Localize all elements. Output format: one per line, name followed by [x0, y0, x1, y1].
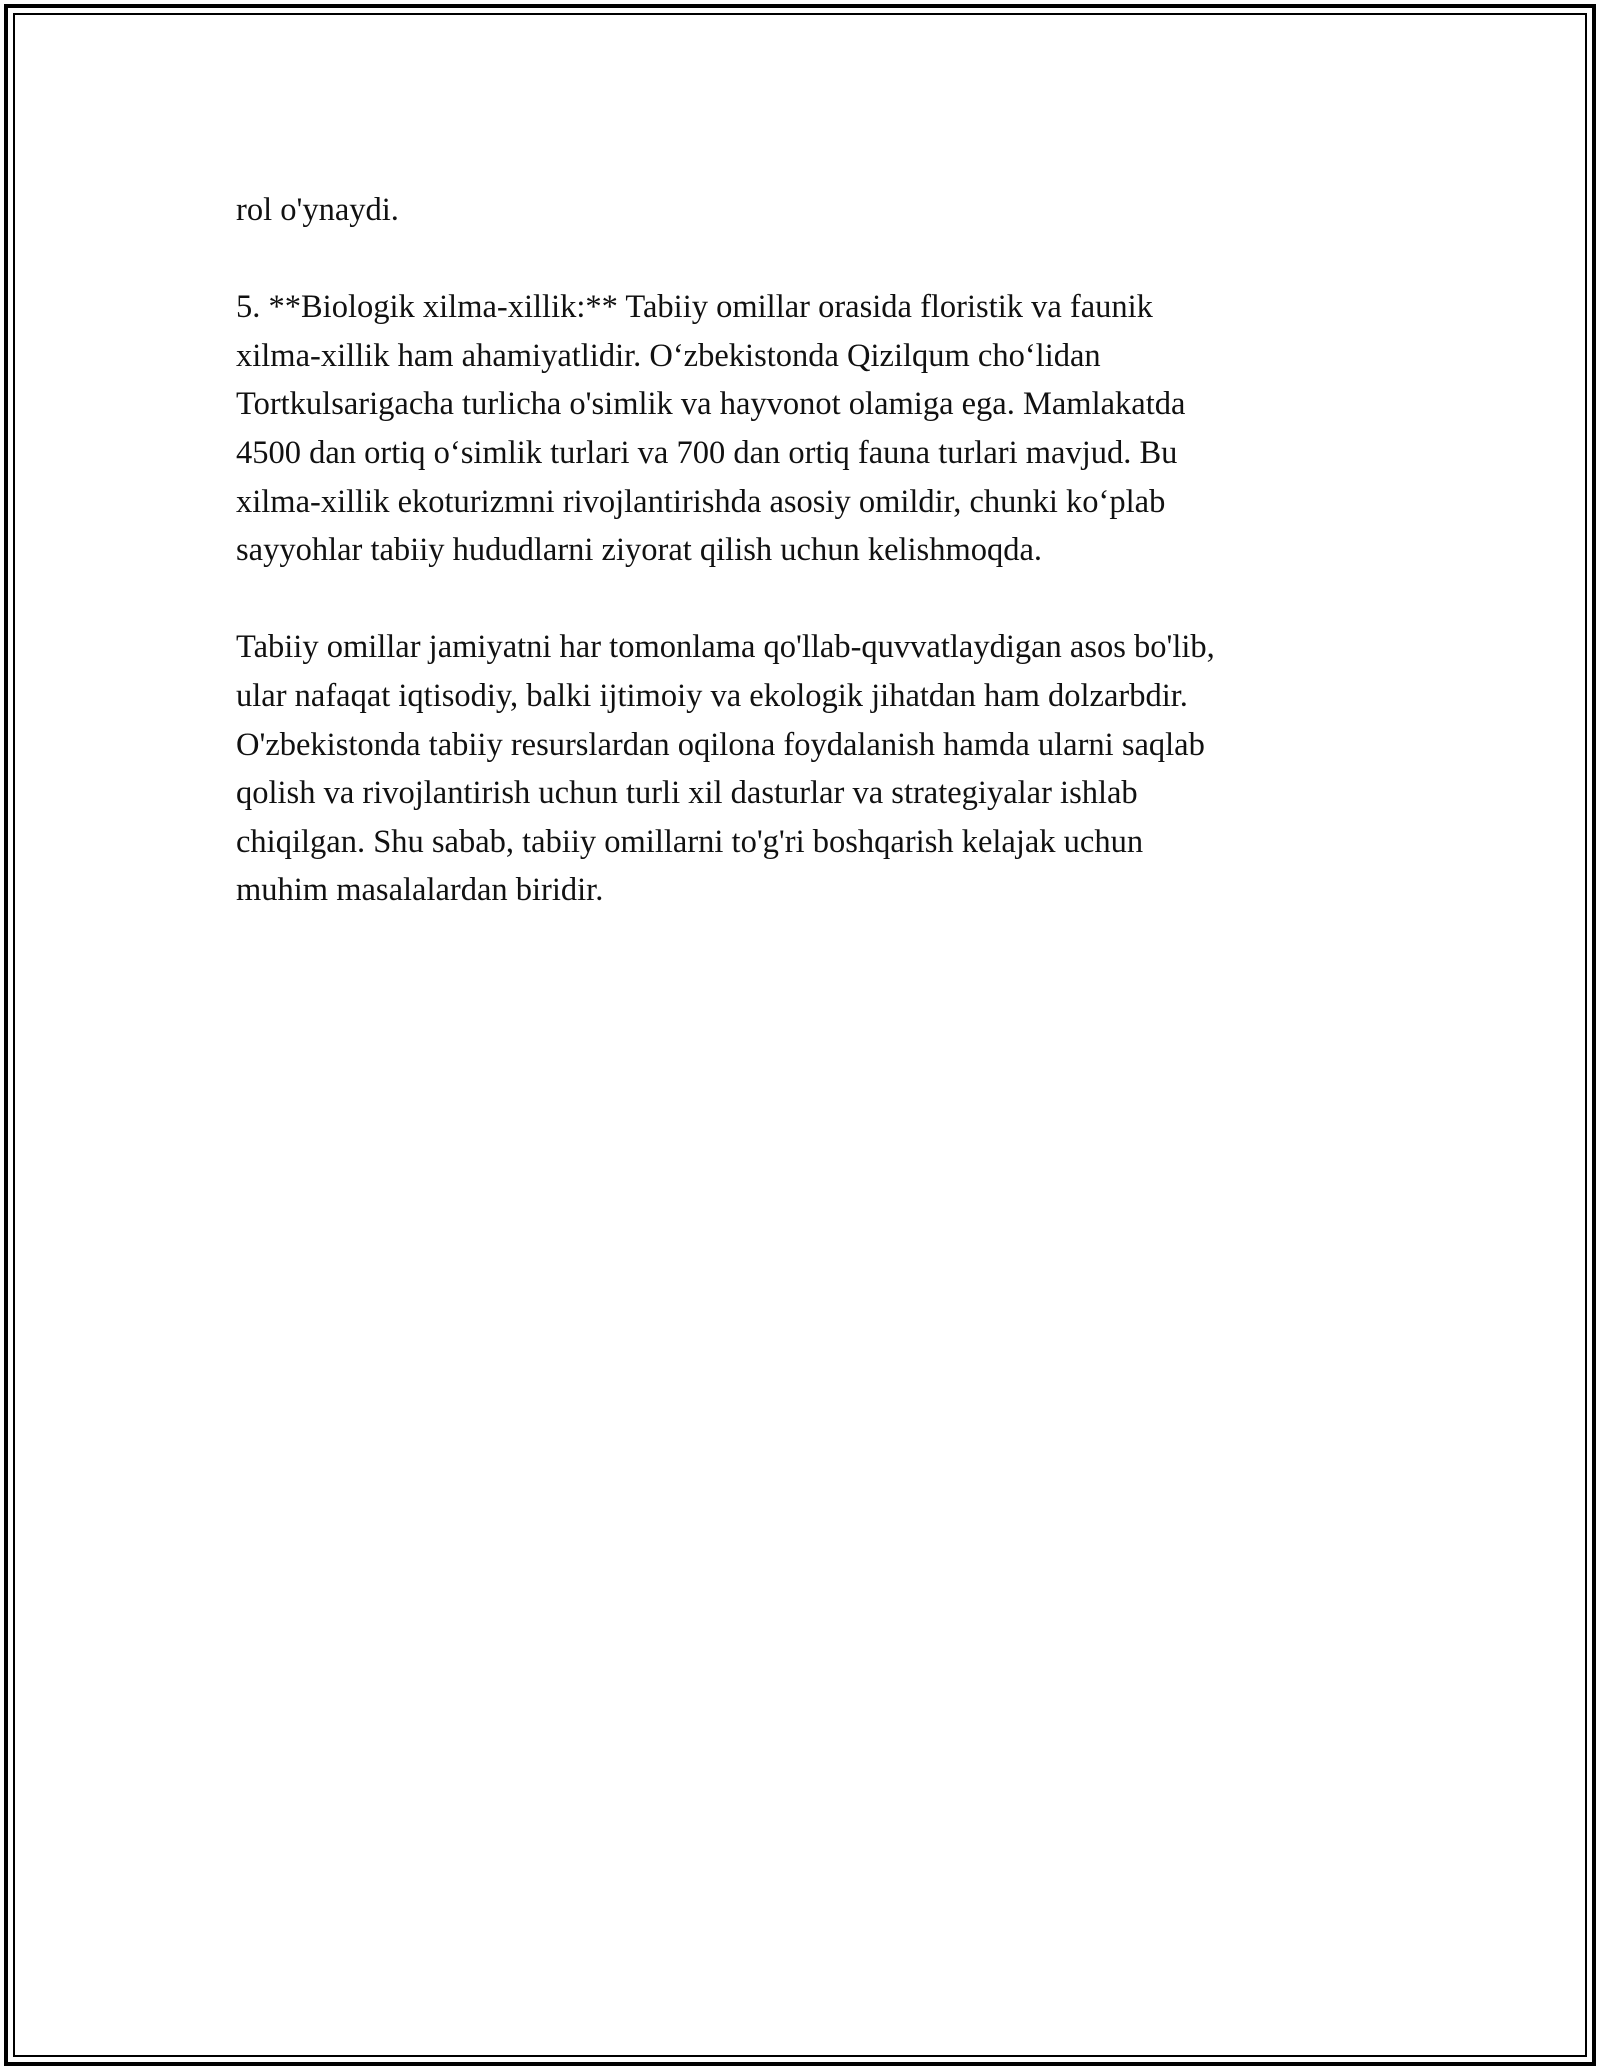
- paragraph-continuation: rol o'ynaydi.: [236, 192, 399, 228]
- document-body: [236, 186, 1366, 964]
- paragraph-biodiversity: 5. **Biologik xilma-xillik:** Tabiiy omillar orasida floristik va faunik xilma-xillik ham ahamiyatlidir. O‘zbekistonda Qizilqum cho‘lidan Tortkulsarigacha turlicha o'simlik va hayvonot olamiga ega. Mamlakatda 4500 dan ortiq o‘simlik turlari va 700 dan ortiq fauna turlari mavjud. Bu xilma-xillik ekoturizmni rivojlantirishda asosiy omildir, chunki ko‘plab sayyohlar tabiiy hududlarni ziyorat qilish uchun kelishmoqda.: [236, 289, 1186, 569]
- paragraph-conclusion: Tabiiy omillar jamiyatni har tomonlama qo'llab-quvvatlaydigan asos bo'lib, ular nafaqat iqtisodiy, balki ijtimoiy va ekologik jihatdan ham dolzarbdir. O'zbekistonda tabiiy resurslardan oqilona foydalanish hamda ularni saqlab qolish va rivojlantirish uchun turli xil dasturlar va strategiyalar ishlab chiqilgan. Shu sabab, tabiiy omillarni to'g'ri boshqarish kelajak uchun muhim masalalardan biridir.: [236, 629, 1215, 909]
